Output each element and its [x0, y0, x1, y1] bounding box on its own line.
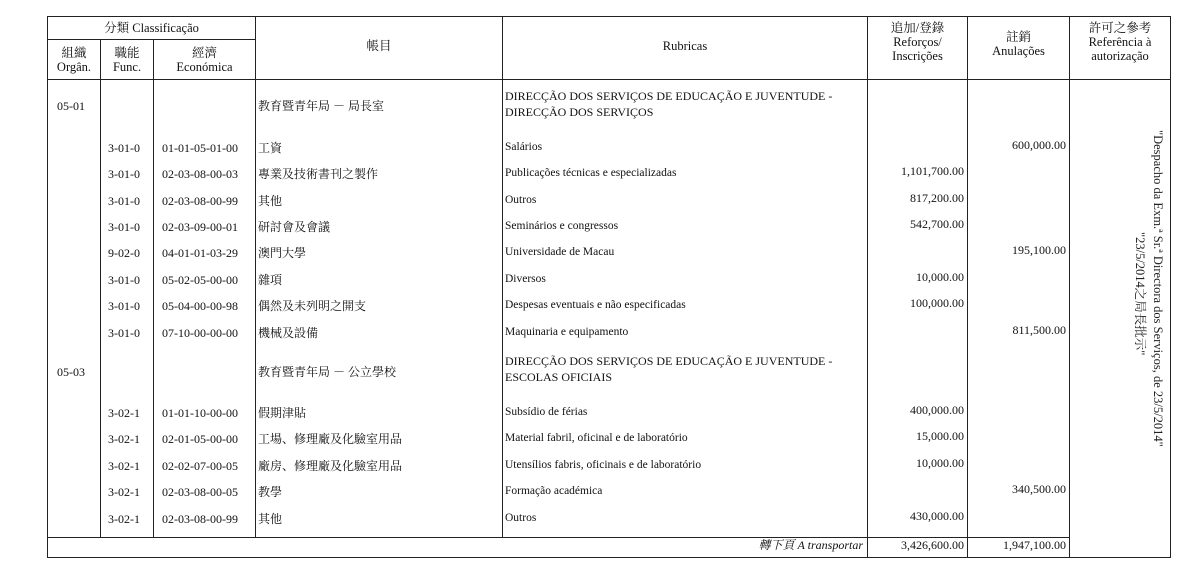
rubric-pt: Seminários e congressos	[505, 220, 619, 232]
header-referencia: 許可之參考 Referência à autorização	[1088, 21, 1152, 63]
reforco-amount: 430,000.00	[910, 509, 964, 523]
func-code: 3-01-0	[108, 299, 140, 313]
econ-code: 05-04-00-00-98	[162, 299, 238, 313]
econ-code: 02-03-08-00-99	[162, 512, 238, 526]
header-organ: 組織 Orgân.	[56, 46, 92, 74]
econ-code: 01-01-05-01-00	[162, 141, 238, 155]
func-code: 3-01-0	[108, 326, 140, 340]
col-divider-referencia	[1069, 16, 1070, 558]
econ-code: 07-10-00-00-00	[162, 326, 238, 340]
col-divider-reforcos	[867, 16, 868, 558]
reforco-amount: 542,700.00	[910, 217, 964, 231]
col-divider-func	[100, 39, 101, 537]
section-name-zh: 教育暨青年局 － 局長室	[258, 99, 385, 113]
anulacao-amount: 811,500.00	[1012, 323, 1066, 337]
reforco-amount: 817,200.00	[910, 191, 964, 205]
header-reforcos: 追加/登錄 Reforços/ Inscrições	[890, 21, 945, 63]
header-subdivider	[47, 39, 255, 40]
rubric-pt: Subsídio de férias	[505, 406, 588, 418]
table-border-top	[47, 16, 1171, 17]
rubric-zh: 其他	[258, 194, 283, 208]
col-divider-pt	[502, 16, 503, 537]
anulacao-amount: 195,100.00	[1012, 243, 1066, 257]
func-code: 3-02-1	[108, 459, 140, 473]
rubric-zh: 雜項	[258, 273, 283, 287]
econ-code: 01-01-10-00-00	[162, 406, 238, 420]
section-name-pt: DIRECÇÃO DOS SERVIÇOS DE EDUCAÇÃO E JUVENTUDE - ESCOLAS OFICIAIS	[505, 354, 833, 384]
func-code: 3-01-0	[108, 167, 140, 181]
rubric-zh: 廠房、修理廠及化驗室用品	[258, 459, 403, 473]
border-right	[1170, 16, 1171, 558]
section-name-zh: 教育暨青年局 － 公立學校	[258, 365, 397, 379]
rubric-zh: 專業及技術書刊之製作	[258, 167, 379, 181]
col-divider-econ	[153, 39, 154, 537]
header-econ: 經濟 Económica	[176, 46, 233, 74]
rubric-zh: 假期津貼	[258, 406, 307, 420]
reforco-amount: 15,000.00	[916, 429, 964, 443]
rubric-zh: 教學	[258, 485, 283, 499]
econ-code: 02-03-08-00-05	[162, 485, 238, 499]
budget-table	[47, 16, 1171, 558]
header-bottom-rule	[47, 79, 1171, 80]
econ-code: 05-02-05-00-00	[162, 273, 238, 287]
rubric-pt: Maquinaria e equipamento	[505, 326, 629, 338]
border-left	[47, 16, 48, 558]
func-code: 3-01-0	[108, 273, 140, 287]
rubric-pt: Material fabril, oficinal e de laboratório	[505, 432, 688, 444]
authorization-line-zh: "23/5/2014之局長批示"	[1133, 232, 1147, 356]
header-rubrica-pt: Rubricas	[662, 39, 708, 53]
func-code: 3-02-1	[108, 512, 140, 526]
reforco-amount: 100,000.00	[910, 296, 964, 310]
rubric-zh: 偶然及未列明之開支	[258, 299, 367, 313]
rubric-pt: Universidade de Macau	[505, 246, 615, 258]
reforco-amount: 400,000.00	[910, 403, 964, 417]
func-code: 3-02-1	[108, 432, 140, 446]
reforco-amount: 10,000.00	[916, 270, 964, 284]
header-anulacoes: 註銷 Anulações	[992, 30, 1045, 58]
header-func: 職能 Func.	[112, 46, 142, 74]
rubric-pt: Outros	[505, 512, 537, 524]
header-rubrica-zh: 帳目	[366, 39, 392, 53]
func-code: 3-01-0	[108, 141, 140, 155]
rubric-pt: Utensílios fabris, oficinais e de laboratório	[505, 459, 702, 471]
totals-label: 轉下頁 A transportar	[758, 538, 863, 552]
econ-code: 02-01-05-00-00	[162, 432, 238, 446]
rubric-pt: Diversos	[505, 273, 546, 285]
rubric-zh: 其他	[258, 512, 283, 526]
rubric-pt: Publicações técnicas e especializadas	[505, 167, 677, 179]
totals-reforcos: 3,426,600.00	[901, 538, 964, 552]
rubric-pt: Formação académica	[505, 485, 603, 497]
section-organ-code: 05-01	[57, 99, 85, 113]
authorization-line-pt: "Despacho da Exm.ª Sr.ª Directora dos Serviços, de 23/5/2014"	[1151, 130, 1165, 447]
rubric-zh: 工資	[258, 141, 283, 155]
anulacao-amount: 600,000.00	[1012, 138, 1066, 152]
rubric-pt: Despesas eventuais e não especificadas	[505, 299, 686, 311]
rubric-zh: 工場、修理廠及化驗室用品	[258, 432, 403, 446]
econ-code: 04-01-01-03-29	[162, 246, 238, 260]
func-code: 9-02-0	[108, 246, 140, 260]
rubric-zh: 澳門大學	[258, 246, 307, 260]
totals-anulacoes: 1,947,100.00	[1003, 538, 1066, 552]
econ-code: 02-03-09-00-01	[162, 220, 238, 234]
func-code: 3-02-1	[108, 485, 140, 499]
header-classificacao: 分類 Classificação	[104, 21, 199, 35]
table-border-bottom	[47, 557, 1171, 558]
col-divider-anulacoes	[967, 16, 968, 558]
authorization-note	[1118, 72, 1168, 552]
rubric-zh: 機械及設備	[258, 326, 319, 340]
func-code: 3-01-0	[108, 220, 140, 234]
reforco-amount: 10,000.00	[916, 456, 964, 470]
reforco-amount: 1,101,700.00	[901, 164, 964, 178]
econ-code: 02-02-07-00-05	[162, 459, 238, 473]
rubric-zh: 研討會及會議	[258, 220, 331, 234]
rubric-pt: Salários	[505, 141, 543, 153]
econ-code: 02-03-08-00-03	[162, 167, 238, 181]
rubric-pt: Outros	[505, 194, 537, 206]
col-divider-zh	[255, 16, 256, 537]
anulacao-amount: 340,500.00	[1012, 482, 1066, 496]
func-code: 3-01-0	[108, 194, 140, 208]
func-code: 3-02-1	[108, 406, 140, 420]
section-name-pt: DIRECÇÃO DOS SERVIÇOS DE EDUCAÇÃO E JUVENTUDE - DIRECÇÃO DOS SERVIÇOS	[505, 89, 833, 119]
section-organ-code: 05-03	[57, 365, 85, 379]
econ-code: 02-03-08-00-99	[162, 194, 238, 208]
